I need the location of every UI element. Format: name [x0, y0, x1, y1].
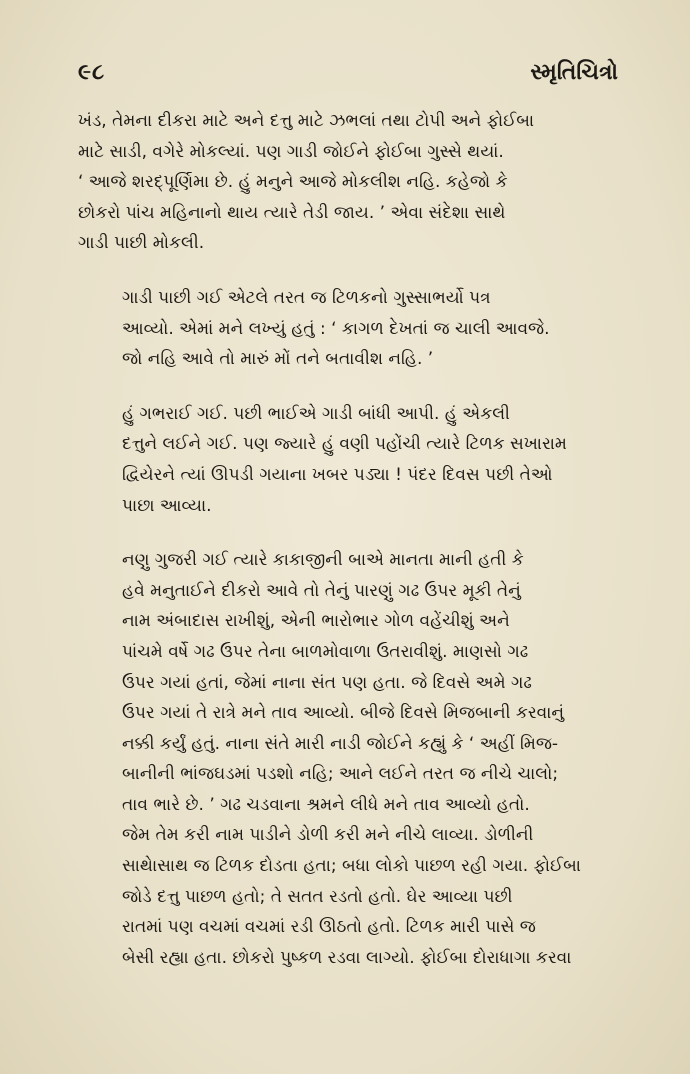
text-line: હવે મનુતાઈને દીકરો આવે તો તેનું પારણું ગઢ ઉપર મૂકી તેનું — [122, 580, 521, 601]
text-line: ઉપર ગયાં હતાં, જેમાં નાના સંત પણ હતા. જે દિવસે અમે ગઢ — [122, 672, 532, 693]
paragraph — [78, 545, 630, 973]
page-header — [78, 60, 618, 100]
text-line: ગાડી પાછી ગઈ એટલે તરત જ ટિળકનો ગુસ્સાભર્યો પત્ર — [122, 287, 491, 308]
text-line: નણુ ગુજરી ગઈ ત્યારે કાકાજીની બાએ માનતા માની હતી કે — [122, 550, 524, 571]
text-line: રાતમાં પણ વચમાં વચમાં રડી ઊઠતો હતો. ટિળક મારી પાસે જ — [122, 917, 536, 938]
text-line: ‘ આજે શરદ્પૂર્ણિમા છે. હું મનુને આજે મોકલીશ નહિ. કહેજો કે — [78, 172, 508, 193]
text-line: જો નહિ આવે તો મારું મોં તને બતાવીશ નહિ. ’ — [122, 349, 434, 370]
paragraph — [78, 283, 630, 375]
body-text — [78, 106, 630, 973]
paragraph — [78, 106, 630, 259]
text-line: દત્તુને લઈને ગઈ. પણ જ્યારે હું વણી પહોંચી ત્યારે ટિળક સખારામ — [122, 434, 567, 455]
text-line: હું ગભરાઈ ગઈ. પછી ભાઈએ ગાડી બાંધી આપી. હું એકલી — [122, 403, 510, 424]
text-line: બેસી રહ્યા હતા. છોકરો પુષ્કળ રડવા લાગ્યો. ફોઈબા દોરાધાગા કરવા — [122, 947, 572, 968]
text-line: બાનીની ભાંજઘડમાં પડશો નહિ; આને લઈને તરત જ નીચે ચાલો; — [122, 764, 559, 785]
text-line: નામ અંબાદાસ રાખીશું, એની ભારોભાર ગોળ વહેંચીશું અને — [122, 611, 510, 632]
text-line: ગાડી પાછી મોકલી. — [78, 233, 205, 254]
text-line: સાથેાસાથ જ ટિળક દોડતા હતા; બધા લોકો પાછળ રહી ગયા. ફોઈબા — [122, 856, 581, 877]
page-number: ૯૮ — [78, 60, 106, 85]
text-line: આવ્યો. એમાં મને લખ્યું હતું : ‘ કાગળ દેખતાં જ ચાલી આવજે. — [122, 318, 550, 339]
text-line: નક્કી કર્યું હતું. નાના સંતે મારી નાડી જોઈને કહ્યું કે ‘ અહીં મિજ- — [122, 733, 559, 754]
text-line: દ્વિયેરને ત્યાં ઊપડી ગયાના ખબર પડ્યા ! પંદર દિવસ પછી તેઓ — [122, 464, 553, 485]
text-line: માટે સાડી, વગેરે મોકલ્યાં. પણ ગાડી જોઈને ફોઈબા ગુસ્સે થયાં. — [78, 141, 504, 162]
text-line: તાવ ભારે છે. ’ ગઢ ચડવાના શ્રમને લીધે મને તાવ આવ્યો હતો. — [122, 794, 530, 815]
text-line: ઉપર ગયાં તે રાત્રે મને તાવ આવ્યો. બીજે દિવસે મિજબાની કરવાનું — [122, 703, 565, 724]
text-line: ખંડ, તેમના દીકરા માટે અને દત્તુ માટે ઝભલાં તથા ટોપી અને ફોઈબા — [78, 111, 535, 131]
text-line: જેમ તેમ કરી નામ પાડીને ડોળી કરી મને નીચે લાવ્યા. ડોળીની — [122, 825, 534, 846]
text-line: પાછા આવ્યા. — [122, 495, 212, 516]
running-title: સ્મૃતિચિત્રો — [530, 60, 618, 85]
text-line: પાંચમે વર્ષે ગઢ ઉપર તેના બાળમોવાળા ઉતરાવીશું. માણસો ગઢ — [122, 641, 529, 662]
paragraph — [78, 399, 630, 521]
text-line: જોડે દત્તુ પાછળ હતો; તે સતત રડતો હતો. ઘેર આવ્યા પછી — [122, 886, 513, 907]
text-line: છોકરો પાંચ મહિનાનો થાય ત્યારે તેડી જાય. ’ એવા સંદેશા સાથે — [78, 202, 506, 223]
